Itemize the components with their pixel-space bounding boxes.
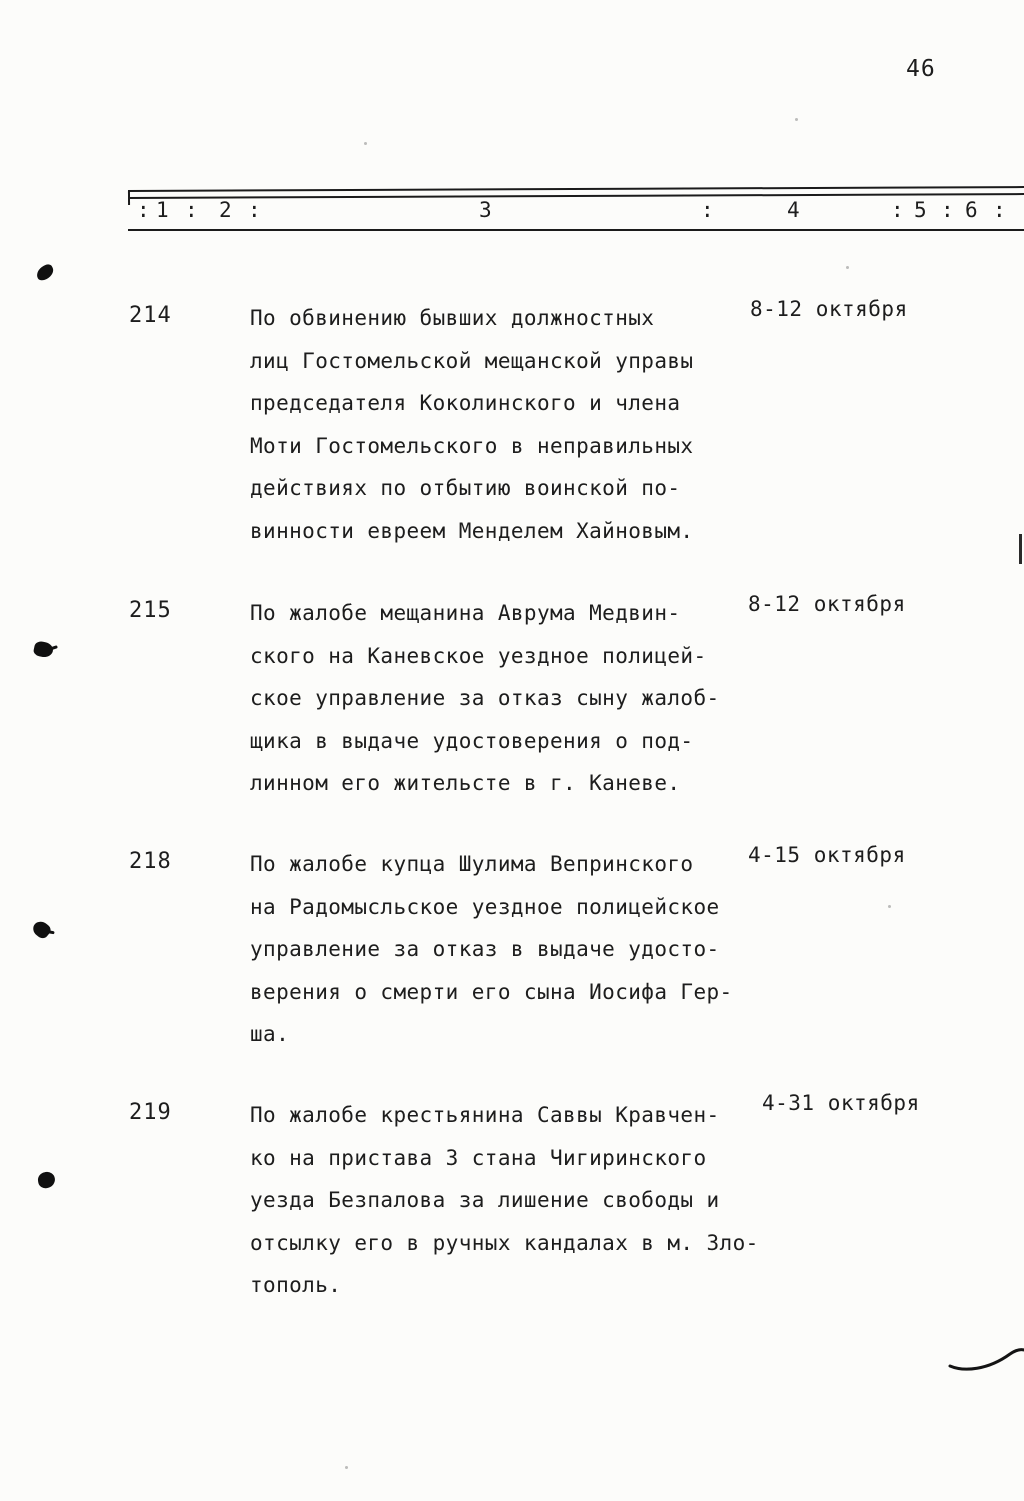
ink-blot bbox=[30, 918, 53, 940]
entry-description bbox=[250, 592, 720, 805]
column-number-6: 6 bbox=[965, 198, 978, 222]
entry-line: щика в выдаче удостоверения о под- bbox=[250, 728, 694, 753]
column-separator: : bbox=[891, 198, 904, 222]
entry-number: 214 bbox=[129, 303, 172, 328]
scan-noise bbox=[364, 142, 367, 145]
header-top-rule-upper bbox=[128, 186, 1024, 192]
column-separator: : bbox=[137, 198, 150, 222]
edge-mark bbox=[1019, 534, 1022, 564]
entry-line: уезда Безпалова за лишение свободы и bbox=[250, 1188, 720, 1212]
entry-description bbox=[250, 297, 693, 552]
column-number-4: 4 bbox=[787, 198, 800, 222]
column-separator: : bbox=[185, 198, 198, 222]
entry-line: линном его жительсте в г. Каневе. bbox=[250, 771, 681, 795]
entry-line: По жалобе мещанина Аврума Медвин- bbox=[250, 601, 681, 625]
pen-swoosh-mark bbox=[948, 1342, 1024, 1376]
ink-blot bbox=[34, 263, 56, 283]
entry-line: По жалобе купца Шулима Вепринского bbox=[250, 852, 694, 876]
entry-line: лиц Гостомельской мещанской управы bbox=[250, 348, 694, 373]
scan-noise bbox=[345, 1466, 348, 1469]
entry-line: ша. bbox=[250, 1022, 290, 1046]
entry-number: 219 bbox=[129, 1100, 172, 1125]
entry-date: 8-12 октября bbox=[750, 297, 908, 321]
entry-description bbox=[250, 1094, 759, 1307]
entry-number: 215 bbox=[129, 598, 172, 623]
entry-line: верения о смерти его сына Иосифа Гер- bbox=[250, 979, 733, 1004]
entry-description bbox=[250, 843, 733, 1056]
entry-line: винности евреем Менделем Хайновым. bbox=[250, 518, 694, 543]
column-separator: : bbox=[701, 198, 714, 222]
entry-line: тополь. bbox=[250, 1273, 342, 1297]
entry-number: 218 bbox=[129, 849, 172, 874]
entry-line: По жалобе крестьянина Саввы Кравчен- bbox=[250, 1103, 720, 1127]
ink-blot bbox=[33, 640, 55, 659]
entry-line: отсылку его в ручных кандалах в м. Зло- bbox=[250, 1230, 759, 1255]
column-number-3: 3 bbox=[479, 198, 492, 222]
scan-noise bbox=[888, 905, 891, 908]
column-separator: : bbox=[248, 198, 261, 222]
column-separator: : bbox=[941, 198, 954, 222]
column-number-1: 1 bbox=[156, 198, 169, 222]
entry-line: на Радомысльское уездное полицейское bbox=[250, 894, 720, 919]
entry-line: ко на пристава 3 стана Чигиринского bbox=[250, 1145, 707, 1170]
entry-line: председателя Коколинского и члена bbox=[250, 391, 681, 415]
column-separator: : bbox=[993, 198, 1006, 222]
scan-noise bbox=[846, 266, 849, 269]
entry-line: действиях по отбытию воинской по- bbox=[250, 476, 681, 500]
entry-date: 4-15 октября bbox=[748, 843, 906, 867]
column-header-row bbox=[0, 198, 1024, 228]
page-number: 46 bbox=[906, 56, 936, 82]
scan-noise bbox=[795, 118, 798, 121]
entry-line: ского на Каневское уездное полицей- bbox=[250, 643, 707, 668]
entry-date: 8-12 октября bbox=[748, 592, 906, 616]
entry-line: ское управление за отказ сыну жалоб- bbox=[250, 686, 720, 710]
column-number-5: 5 bbox=[914, 198, 927, 222]
entry-line: По обвинению бывших должностных bbox=[250, 306, 655, 330]
entry-line: Моти Гостомельского в неправильных bbox=[250, 433, 694, 458]
header-bottom-rule bbox=[128, 229, 1024, 231]
entry-line: управление за отказ в выдаче удосто- bbox=[250, 937, 720, 961]
ink-blot bbox=[37, 1171, 57, 1190]
column-number-2: 2 bbox=[219, 198, 232, 222]
entry-date: 4-31 октября bbox=[762, 1091, 920, 1115]
